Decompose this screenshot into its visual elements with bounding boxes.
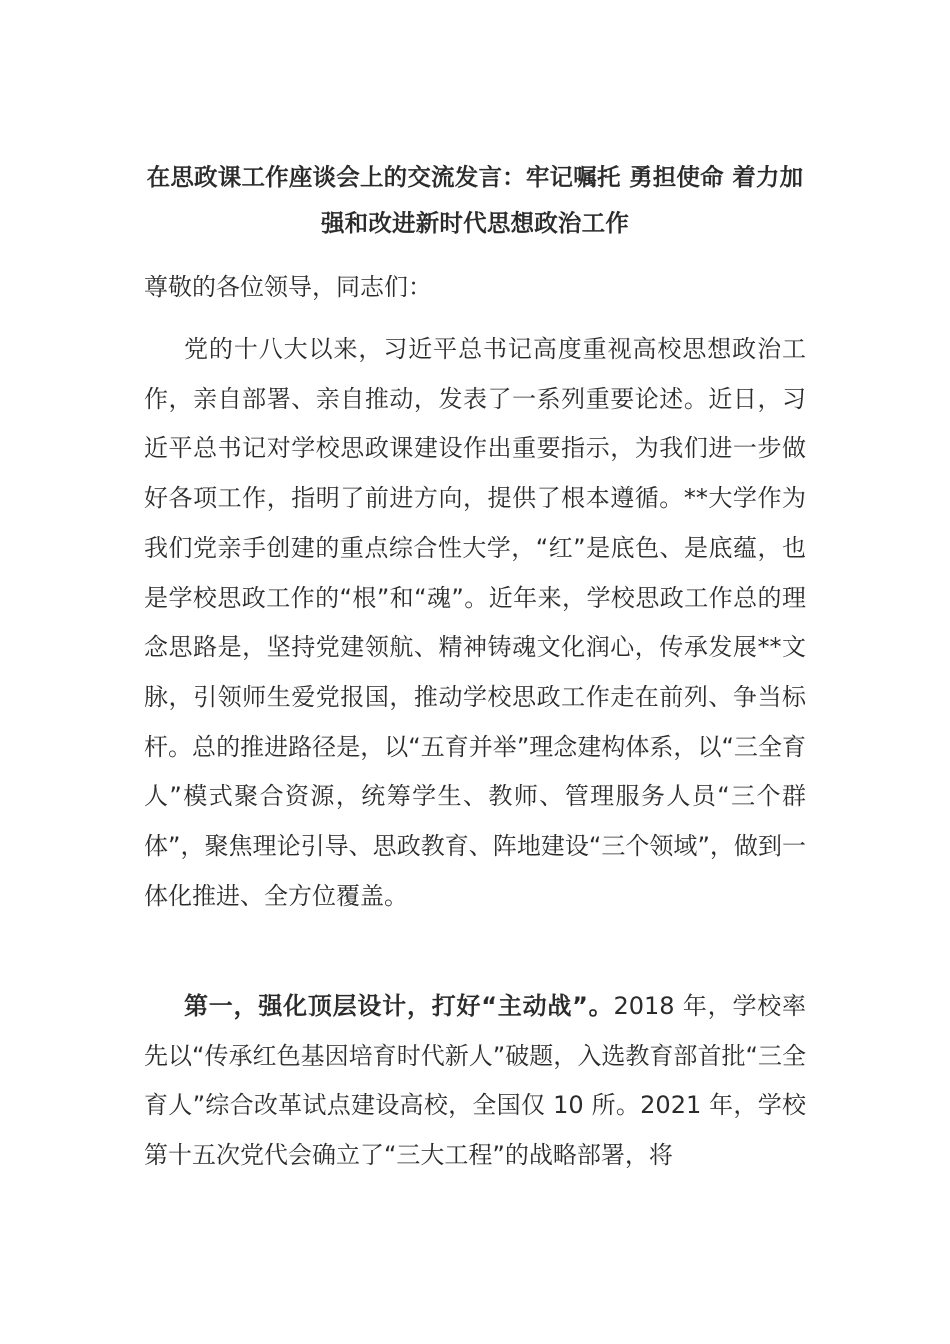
document-title: 在思政课工作座谈会上的交流发言：牢记嘱托 勇担使命 着力加强和改进新时代思想政治工作 — [146, 163, 804, 237]
salutation: 尊敬的各位领导，同志们： — [144, 273, 432, 301]
body-paragraph-1 — [144, 325, 806, 921]
body-paragraph-2 — [144, 982, 806, 1181]
paragraph-lead-heading: 第一，强化顶层设计，打好“主动战”。 — [184, 992, 614, 1020]
paragraph-text: 党的十八大以来，习近平总书记高度重视高校思想政治工作，亲自部署、亲自推动，发表了一系列重要论述。近日，习近平总书记对学校思政课建设作出重要指示，为我们进一步做好各项工作，指明了前进方向，提供了根本遵循。**大学作为我们党亲手创建的重点综合性大学，“红”是底色、是底蕴，也是学校思政工作的“根”和“魂”。近年来，学校思政工作总的理念思路是，坚持党建领航、精神铸魂文化润心，传承发展**文脉，引领师生爱党报国，推动学校思政工作走在前列、争当标杆。总的推进路径是，以“五育并举”理念建构体系，以“三全育人”模式聚合资源，统筹学生、教师、管理服务人员“三个群体”，聚焦理论引导、思政教育、阵地建设“三个领域”，做到一体化推进、全方位覆盖。 — [144, 335, 806, 910]
paragraph-text: 2018 年，学校率先以“传承红色基因培育时代新人”破题，入选教育部首批“三全育人”综合改革试点建设高校，全国仅 10 所。2021 年，学校第十五次党代会确立了“三大工程”的战略部署，将 — [144, 992, 806, 1170]
